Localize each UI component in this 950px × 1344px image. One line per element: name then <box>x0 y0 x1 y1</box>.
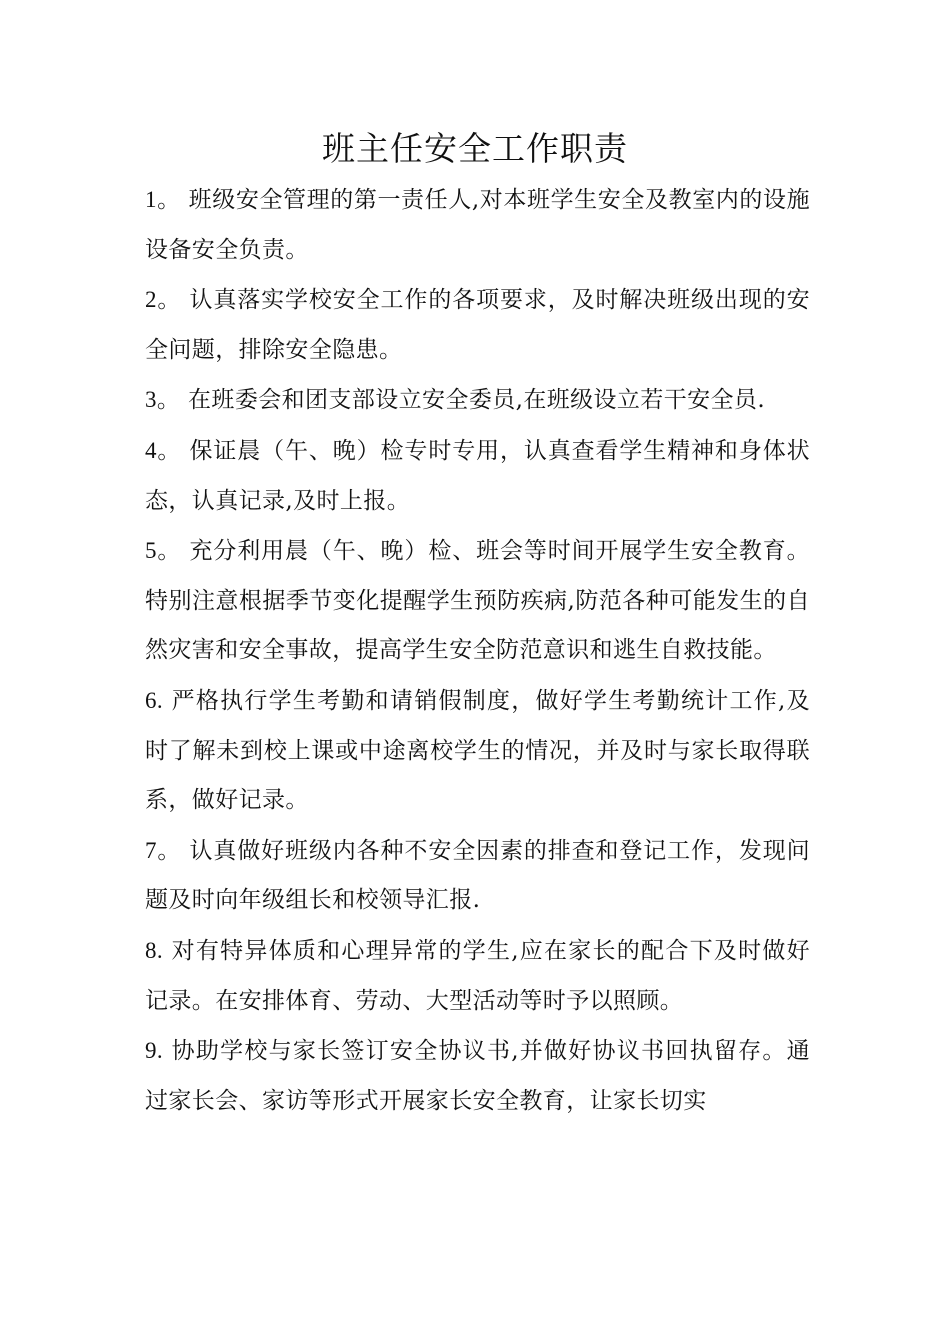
list-item <box>145 926 810 1026</box>
item-number: 9. <box>145 1038 164 1064</box>
item-text: 充分利用晨（午、晚）检、班会等时间开展学生安全教育。特别注意根据季节变化提醒学生预防疾病,防范各种可能发生的自然灾害和安全事故，提高学生安全防范意识和逃生自救技能。 <box>145 538 810 664</box>
page-title: 班主任安全工作职责 <box>322 129 628 168</box>
item-number: 7。 <box>145 837 182 863</box>
list-item <box>145 1026 810 1126</box>
item-number: 4。 <box>145 437 182 463</box>
item-number: 5。 <box>145 538 182 564</box>
list-item <box>145 375 810 426</box>
item-text: 班级安全管理的第一责任人,对本班学生安全及教室内的设施设备安全负责。 <box>145 187 810 263</box>
item-text: 严格执行学生考勤和请销假制度，做好学生考勤统计工作,及时了解未到校上课或中途离校学生的情况，并及时与家长取得联系，做好记录。 <box>145 687 810 814</box>
item-text: 对有特异体质和心理异常的学生,应在家长的配合下及时做好记录。在安排体育、劳动、大型活动等时予以照顾。 <box>145 937 810 1014</box>
list-item <box>145 275 810 375</box>
item-text: 在班委会和团支部设立安全委员,在班级设立若干安全员. <box>180 387 766 414</box>
item-text: 认真落实学校安全工作的各项要求，及时解决班级出现的安全问题，排除安全隐患。 <box>145 287 810 363</box>
item-number: 3。 <box>145 387 181 413</box>
list-item <box>145 826 810 926</box>
duty-list <box>145 175 810 1126</box>
item-number: 8. <box>145 937 164 963</box>
list-item <box>145 676 810 826</box>
item-number: 1。 <box>145 187 181 212</box>
list-item <box>145 175 810 275</box>
list-item <box>145 426 810 526</box>
item-text: 保证晨（午、晚）检专时专用，认真查看学生精神和身体状态，认真记录,及时上报。 <box>145 437 810 514</box>
item-number: 2。 <box>145 287 182 313</box>
list-item <box>145 526 810 676</box>
item-text: 协助学校与家长签订安全协议书,并做好协议书回执留存。通过家长会、家访等形式开展家长安全教育，让家长切实 <box>145 1038 810 1114</box>
item-number: 6. <box>145 687 164 713</box>
item-text: 认真做好班级内各种不安全因素的排查和登记工作，发现问题及时向年级组长和校领导汇报. <box>145 837 810 914</box>
